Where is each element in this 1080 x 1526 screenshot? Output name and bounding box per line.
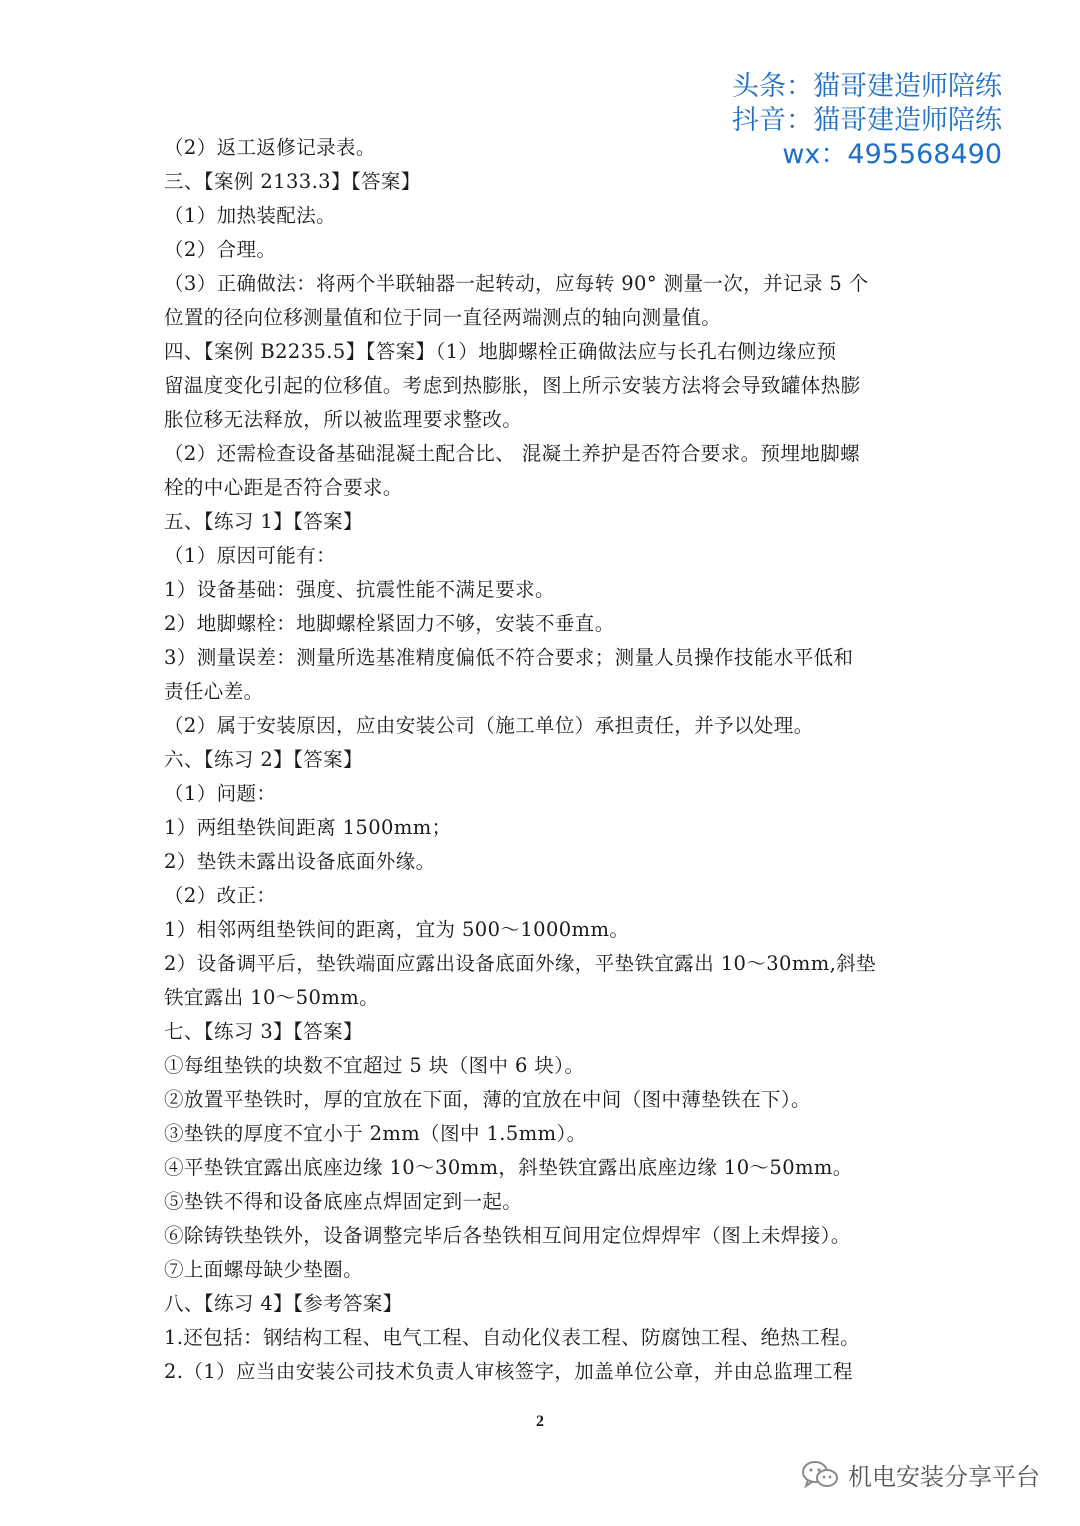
watermark-line-1: 头条：猫哥建造师陪练 <box>732 71 1002 102</box>
document-body <box>164 131 924 1389</box>
text-line: ②放置平垫铁时，厚的宜放在下面，薄的宜放在中间（图中薄垫铁在下）。 <box>164 1088 811 1111</box>
page-number: 2 <box>536 1413 544 1430</box>
text-line: 3）测量误差：测量所选基准精度偏低不符合要求；测量人员操作技能水平低和 <box>164 646 854 669</box>
watermark-line-2: 抖音：猫哥建造师陪练 <box>732 105 1002 136</box>
text-line: 五、【练习 1】【答案】 <box>164 510 363 533</box>
text-line: （1）原因可能有： <box>164 544 337 567</box>
text-line: 铁宜露出 10～50mm。 <box>164 986 380 1009</box>
text-line: 2.（1）应当由安装公司技术负责人审核签字，加盖单位公章，并由总监理工程 <box>164 1360 853 1383</box>
text-line: （1）加热装配法。 <box>164 204 337 227</box>
text-line: 三、【案例 2133.3】【答案】 <box>164 170 421 193</box>
text-line: 1）两组垫铁间距离 1500mm； <box>164 816 452 839</box>
text-line: （2）还需检查设备基础混凝土配合比、 混凝土养护是否符合要求。预埋地脚螺 <box>164 442 861 465</box>
text-line: ⑤垫铁不得和设备底座点焊固定到一起。 <box>164 1190 523 1213</box>
text-line: 七、【练习 3】【答案】 <box>164 1020 363 1043</box>
text-line: ⑦上面螺母缺少垫圈。 <box>164 1258 364 1281</box>
text-line: 位置的径向位移测量值和位于同一直径两端测点的轴向测量值。 <box>164 306 722 329</box>
footer-brand <box>800 1457 1040 1492</box>
text-line: 2）地脚螺栓：地脚螺栓紧固力不够，安装不垂直。 <box>164 612 615 635</box>
text-line: （2）返工返修记录表。 <box>164 136 376 159</box>
text-line: 1.还包括：钢结构工程、电气工程、自动化仪表工程、防腐蚀工程、绝热工程。 <box>164 1326 861 1349</box>
text-line: 六、【练习 2】【答案】 <box>164 748 363 771</box>
wechat-icon <box>800 1459 840 1491</box>
text-line: ④平垫铁宜露出底座边缘 10～30mm，斜垫铁宜露出底座边缘 10～50mm。 <box>164 1156 853 1179</box>
text-line: （1）问题： <box>164 782 277 805</box>
text-line: ⑥除铸铁垫铁外，设备调整完毕后各垫铁相互间用定位焊焊牢（图上未焊接）。 <box>164 1224 851 1247</box>
text-line: 四、【案例 B2235.5】【答案】（1）地脚螺栓正确做法应与长孔右侧边缘应预 <box>164 340 837 363</box>
watermark-line-3: wx：495568490 <box>782 139 1002 170</box>
text-line: 2）垫铁未露出设备底面外缘。 <box>164 850 436 873</box>
text-line: （2）属于安装原因，应由安装公司（施工单位）承担责任，并予以处理。 <box>164 714 814 737</box>
footer-brand-label: 机电安装分享平台 <box>848 1463 1040 1491</box>
text-line: 责任心差。 <box>164 680 264 703</box>
text-line: ①每组垫铁的块数不宜超过 5 块（图中 6 块）。 <box>164 1054 585 1077</box>
text-line: 栓的中心距是否符合要求。 <box>164 476 403 499</box>
text-line: （2）合理。 <box>164 238 277 261</box>
text-line: 胀位移无法释放，所以被监理要求整改。 <box>164 408 523 431</box>
text-line: （2）改正： <box>164 884 277 907</box>
text-line: （3）正确做法：将两个半联轴器一起转动，应每转 90° 测量一次，并记录 5 个 <box>164 272 869 295</box>
text-line: 2）设备调平后，垫铁端面应露出设备底面外缘，平垫铁宜露出 10～30mm,斜垫 <box>164 952 877 975</box>
text-line: 1）设备基础：强度、抗震性能不满足要求。 <box>164 578 555 601</box>
text-line: 1）相邻两组垫铁间的距离，宜为 500～1000mm。 <box>164 918 630 941</box>
text-line: ③垫铁的厚度不宜小于 2mm（图中 1.5mm）。 <box>164 1122 587 1145</box>
text-line: 八、【练习 4】【参考答案】 <box>164 1292 403 1315</box>
text-line: 留温度变化引起的位移值。考虑到热膨胀，图上所示安装方法将会导致罐体热膨 <box>164 374 861 397</box>
